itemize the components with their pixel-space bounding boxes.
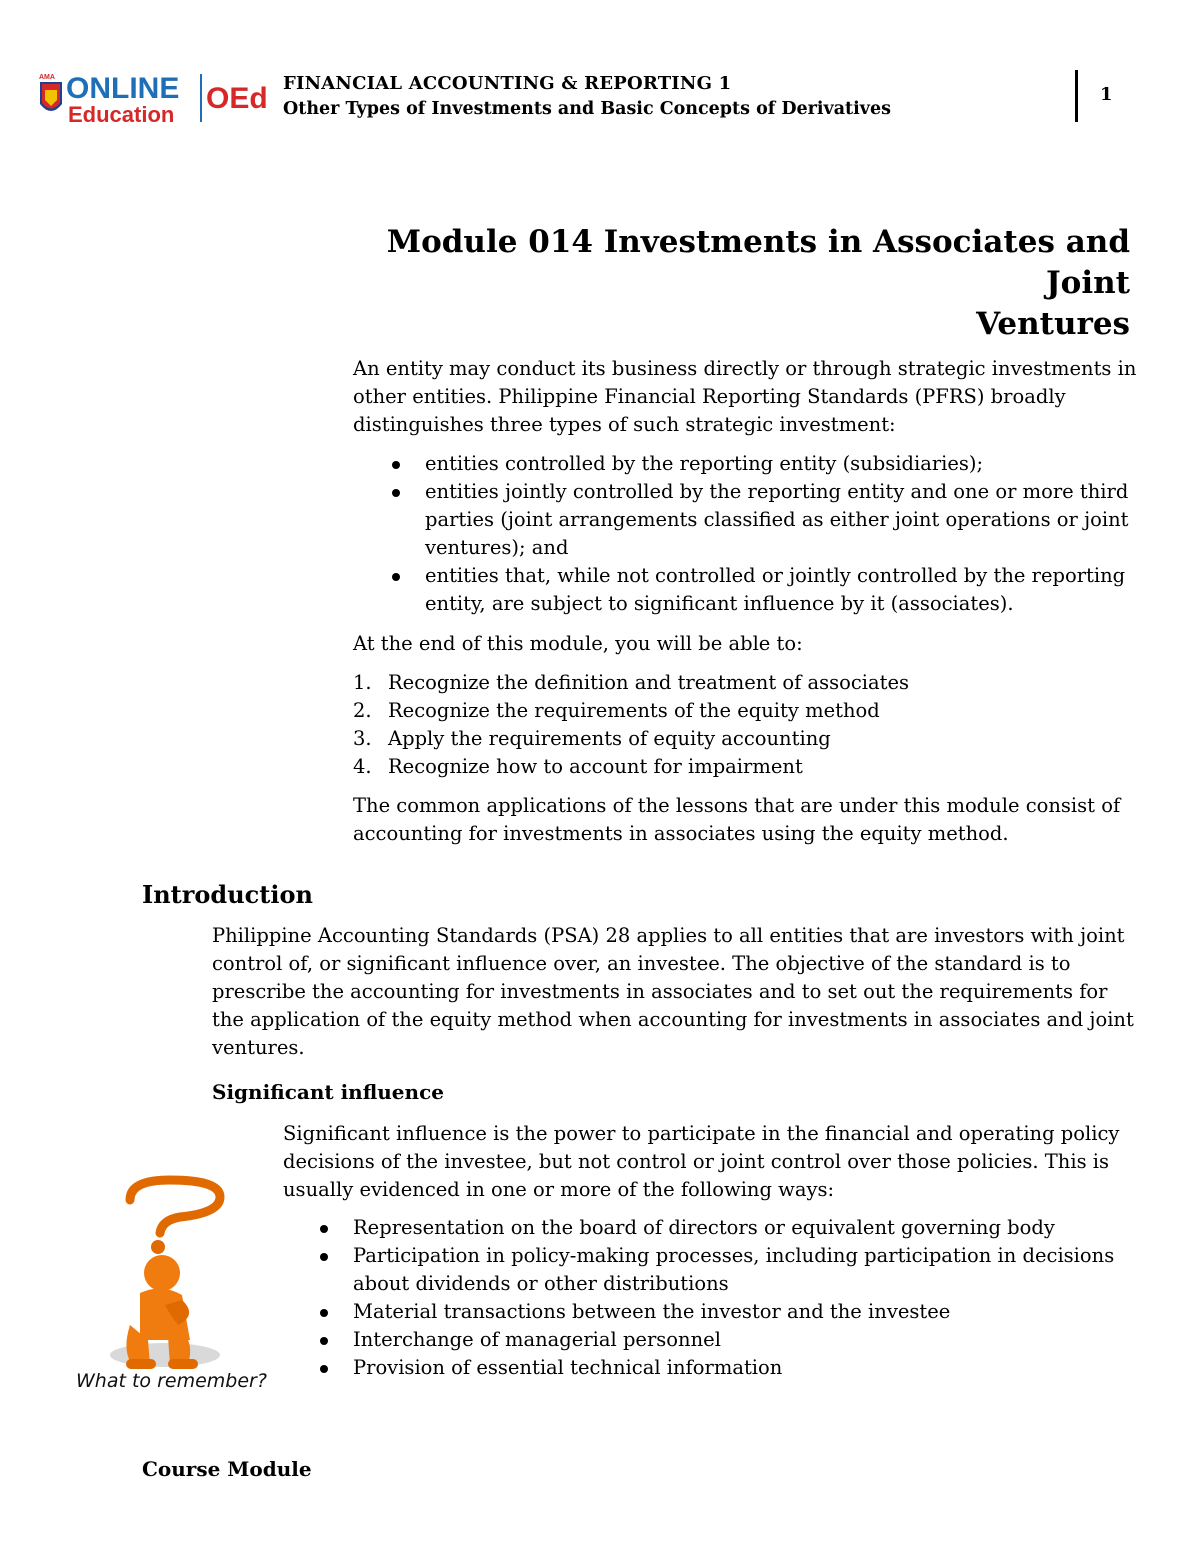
list-item: 3. Apply the requirements of equity accounting	[353, 727, 831, 750]
objectives-list	[353, 669, 1143, 781]
list-item: 1. Recognize the definition and treatment of associates	[353, 671, 910, 694]
module-title-line-1: Module 014 Investments in Associates and Joint	[386, 224, 1130, 301]
list-item: entities that, while not controlled or jointly controlled by the reporting entity, are subject to significant influence by it (associates).	[387, 562, 1147, 618]
course-title: FINANCIAL ACCOUNTING & REPORTING 1	[283, 73, 732, 94]
svg-text:What to remember?: What to remember?	[76, 1370, 267, 1392]
svg-text:Education: Education	[68, 102, 175, 126]
module-title	[310, 222, 1130, 345]
introduction-heading: Introduction	[142, 880, 313, 909]
page-number: 1	[1100, 84, 1113, 105]
list-item: Provision of essential technical information	[315, 1354, 1145, 1382]
svg-text:OEd: OEd	[206, 82, 268, 115]
list-item: entities controlled by the reporting entity (subsidiaries);	[387, 450, 1147, 478]
list-item: entities jointly controlled by the reporting entity and one or more third parties (joint arrangements classified as either joint operations or joint ventures); and	[387, 478, 1147, 562]
significant-influence-paragraph: Significant influence is the power to participate in the financial and operating policy decisions of the investee, but not control or joint control over those policies. This is usually evidenced in one or more of the following ways:	[283, 1122, 1120, 1201]
figure-head	[144, 1255, 180, 1291]
header-divider	[1075, 70, 1078, 122]
thinking-figure-illustration	[70, 1175, 270, 1395]
investment-types-list	[387, 450, 1147, 618]
online-education-logo	[36, 70, 276, 126]
footer-course-module: Course Module	[142, 1457, 312, 1481]
list-item: Representation on the board of directors or equivalent governing body	[315, 1214, 1145, 1242]
question-mark-icon	[130, 1180, 220, 1233]
course-subtitle: Other Types of Investments and Basic Concepts of Derivatives	[283, 99, 891, 119]
svg-text:AMA: AMA	[39, 74, 55, 81]
objectives-lead: At the end of this module, you will be able to:	[353, 632, 803, 655]
list-item: Interchange of managerial personnel	[315, 1326, 1145, 1354]
significant-influence-list	[315, 1214, 1145, 1382]
list-item: Material transactions between the investor and the investee	[315, 1298, 1145, 1326]
module-title-line-2: Ventures	[976, 306, 1130, 342]
svg-text:ONLINE: ONLINE	[66, 72, 180, 105]
significant-influence-heading: Significant influence	[212, 1080, 444, 1104]
applications-paragraph: The common applications of the lessons that are under this module consist of accounting for investments in associates using the equity method.	[353, 794, 1121, 845]
list-item: Participation in policy-making processes, including participation in decisions about dividends or other distributions	[315, 1242, 1145, 1298]
list-item: 4. Recognize how to account for impairment	[353, 755, 803, 778]
list-item: 2. Recognize the requirements of the equity method	[353, 699, 880, 722]
module-intro-paragraph: An entity may conduct its business directly or through strategic investments in other entities. Philippine Financial Reporting Standards (PFRS) broadly distinguishes three types of such strategic investment:	[353, 357, 1137, 436]
introduction-paragraph: Philippine Accounting Standards (PSA) 28 applies to all entities that are investors with joint control of, or significant influence over, an investee. The objective of the standard is to prescribe the accounting for investments in associates and to set out the requirements for the application of the equity method when accounting for investments in associates and joint ventures.	[212, 924, 1134, 1059]
